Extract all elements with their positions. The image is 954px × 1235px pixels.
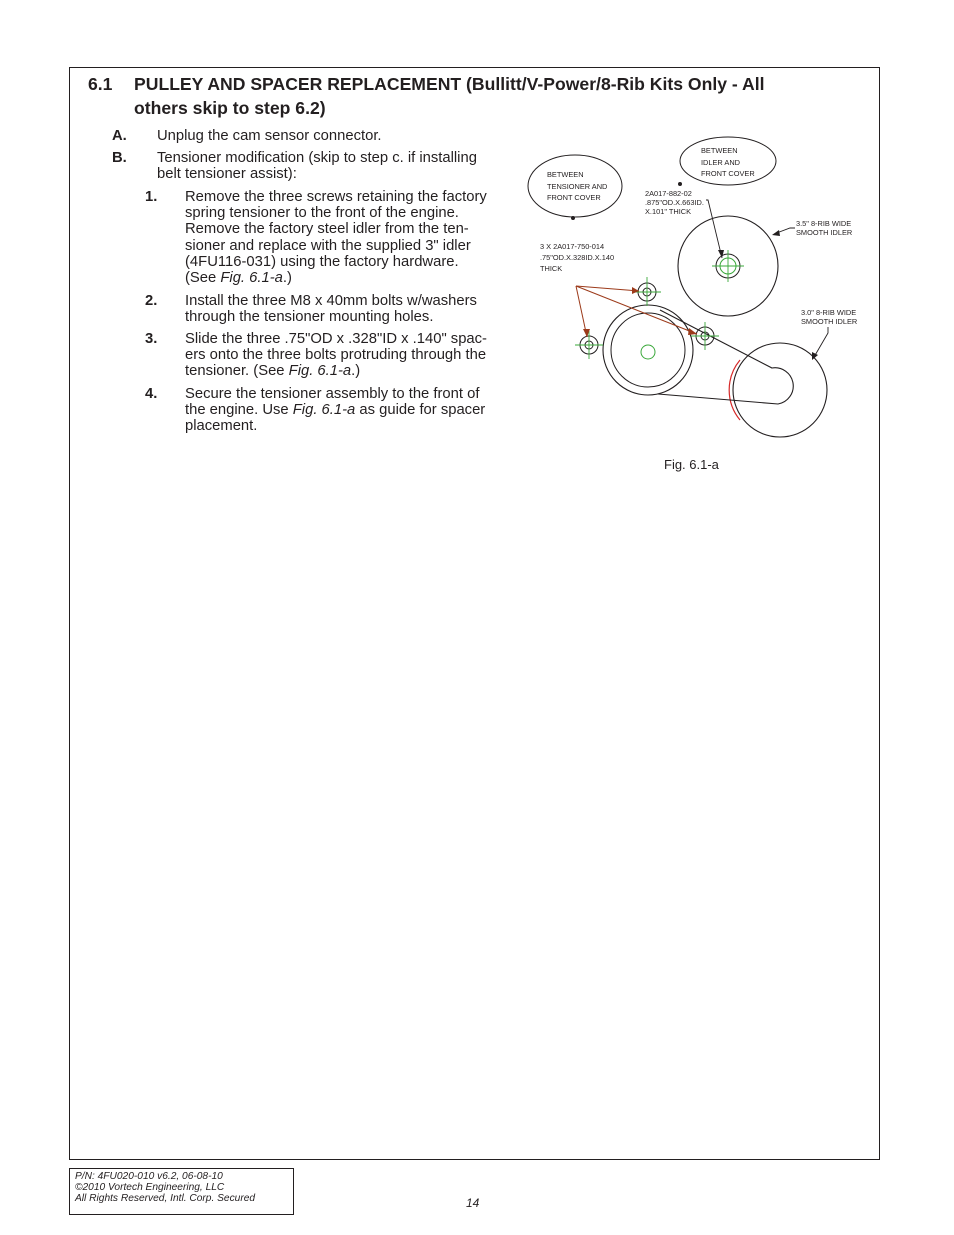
step-a-marker: A. bbox=[112, 128, 127, 144]
step-b3-line1: Slide the three .75"OD x .328"ID x .140" spac- bbox=[185, 331, 487, 347]
pulley-diagram bbox=[525, 134, 877, 438]
step-b1-line2: spring tensioner to the front of the engine. bbox=[185, 205, 459, 222]
step-b4-line2-post: as guide for spacer bbox=[355, 402, 486, 419]
step-b4-marker: 4. bbox=[145, 386, 158, 402]
footer-rights: All Rights Reserved, Intl. Corp. Secured bbox=[75, 1193, 256, 1205]
section-subtitle-line1: (Bullitt/V-Power/8-Rib Kits Only - All bbox=[466, 74, 765, 94]
spacer-small-line1: 3 X 2A017-750-014 bbox=[540, 242, 605, 251]
idler-3-0-inch bbox=[733, 343, 827, 437]
idler-small-line2: SMOOTH IDLER bbox=[801, 317, 858, 326]
spacer-large-line1: 2A017-882-02 bbox=[645, 189, 692, 198]
step-b2-line2: through the tensioner mounting holes. bbox=[185, 309, 434, 326]
step-b2-line1: Install the three M8 x 40mm bolts w/washers bbox=[185, 293, 477, 309]
step-b1-line3: Remove the factory steel idler from the ten- bbox=[185, 221, 469, 238]
callout-right-line1: BETWEEN bbox=[701, 146, 738, 155]
step-b1-line1: Remove the three screws retaining the factory bbox=[185, 189, 487, 205]
idler-small-line1: 3.0" 8-RIB WIDE bbox=[801, 308, 857, 317]
callout-dot bbox=[678, 182, 682, 186]
step-b1-line6-post: .) bbox=[282, 270, 292, 287]
fig-reference: Fig. 6.1-a bbox=[288, 363, 352, 380]
step-b3-marker: 3. bbox=[145, 331, 158, 347]
idler-large-line1: 3.5" 8-RIB WIDE bbox=[796, 219, 852, 228]
fig-reference: Fig. 6.1-a bbox=[220, 270, 283, 287]
spacer-bolt-left bbox=[575, 331, 603, 359]
step-b-marker: B. bbox=[112, 150, 127, 166]
step-b-line2: belt tensioner assist): bbox=[157, 166, 297, 183]
step-b4-line2-pre: the engine. Use bbox=[185, 402, 293, 419]
tensioner-pivot bbox=[641, 345, 655, 359]
step-b3-line3-post: .) bbox=[351, 363, 361, 380]
step-b4-line3: placement. bbox=[185, 418, 258, 435]
figure-caption: Fig. 6.1-a bbox=[664, 457, 719, 472]
callout-right-line3: FRONT COVER bbox=[701, 169, 755, 178]
spacer-large-line3: X.101" THICK bbox=[645, 207, 692, 216]
callout-right-line2: IDLER AND bbox=[701, 158, 741, 167]
step-b2-marker: 2. bbox=[145, 293, 158, 309]
callout-left-line1: BETWEEN bbox=[547, 170, 584, 179]
section-number: 6.1 bbox=[88, 74, 113, 94]
footer-part-number: P/N: 4FU020-010 v6.2, 06-08-10 bbox=[75, 1171, 223, 1182]
step-a-text: Unplug the cam sensor connector. bbox=[157, 128, 382, 144]
step-b3-line2: ers onto the three bolts protruding through the bbox=[185, 347, 487, 364]
footer-copyright: ©2010 Vortech Engineering, LLC bbox=[75, 1182, 225, 1194]
step-b1-marker: 1. bbox=[145, 189, 158, 205]
step-b1-line4: sioner and replace with the supplied 3" idler bbox=[185, 237, 471, 254]
callout-left-line2: TENSIONER AND bbox=[547, 182, 608, 191]
footer-info bbox=[69, 1168, 294, 1215]
spacer-small-line3: THICK bbox=[540, 264, 563, 273]
step-b4-line1: Secure the tensioner assembly to the front of bbox=[185, 386, 480, 402]
tensioner-arm bbox=[658, 310, 793, 404]
callout-left-line3: FRONT COVER bbox=[547, 193, 601, 202]
step-b1-line6-pre: (See bbox=[185, 270, 221, 287]
page-number: 14 bbox=[466, 1196, 480, 1210]
tensioner-body bbox=[603, 305, 693, 395]
step-b3-line3-pre: tensioner. (See bbox=[185, 363, 289, 380]
spacer-small-line2: .75"OD.X.328ID.X.140 bbox=[540, 253, 615, 262]
section-title: PULLEY AND SPACER REPLACEMENT bbox=[134, 74, 462, 94]
tensioner-inner bbox=[611, 313, 685, 387]
section-subtitle-line2: others skip to step 6.2) bbox=[134, 98, 326, 118]
spacer-large-line2: .875"OD.X.663ID. bbox=[645, 198, 704, 207]
fig-reference: Fig. 6.1-a bbox=[292, 402, 356, 419]
step-b1-line5: (4FU116-031) using the factory hardware. bbox=[185, 253, 459, 270]
idler-large-line2: SMOOTH IDLER bbox=[796, 228, 853, 237]
spacer-bolt-right bbox=[691, 322, 719, 350]
step-b-line1: Tensioner modification (skip to step c. if installing bbox=[157, 150, 477, 166]
